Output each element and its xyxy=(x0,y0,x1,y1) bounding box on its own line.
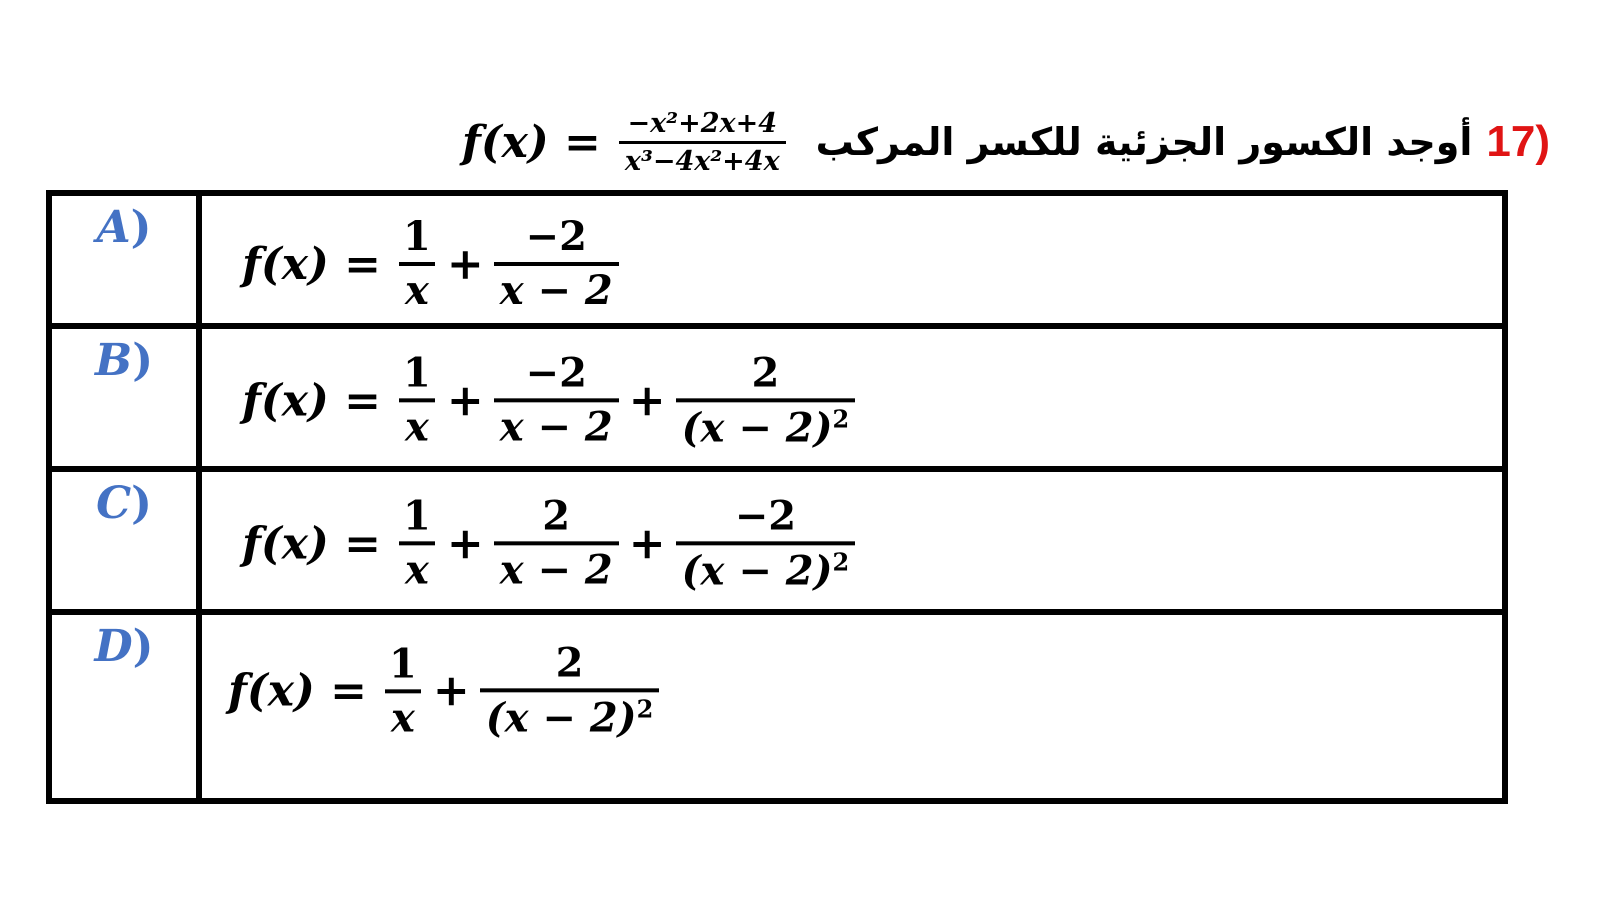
option-formula-a xyxy=(242,213,619,314)
fraction-denominator: x − 2 xyxy=(494,262,619,312)
fraction-denominator: x xyxy=(399,541,435,591)
fraction-term xyxy=(397,213,437,314)
option-letter-cell xyxy=(52,615,202,804)
fraction-term xyxy=(397,492,437,594)
option-formula-d xyxy=(228,639,659,742)
option-letter-c: C) xyxy=(96,478,152,529)
function-label: f(x) = xyxy=(228,665,367,717)
fraction-term xyxy=(494,492,619,594)
plus-sign: + xyxy=(446,238,484,290)
fraction-term xyxy=(676,348,856,452)
options-table xyxy=(46,190,1508,804)
plus-sign: + xyxy=(446,517,484,569)
option-row-c[interactable] xyxy=(52,466,1502,615)
option-letter-cell xyxy=(52,329,202,472)
question-fraction xyxy=(619,108,786,177)
question-denominator: x³−4x²+4x xyxy=(619,141,786,177)
fraction-numerator: 2 xyxy=(751,348,780,396)
fraction-numerator: −2 xyxy=(734,491,797,539)
option-letter-b: B) xyxy=(94,335,154,386)
option-formula-cell xyxy=(202,196,1502,323)
fraction-term xyxy=(494,213,619,314)
fraction-denominator: x − 2 xyxy=(494,541,619,591)
fraction-denominator: x − 2 xyxy=(494,398,619,448)
fraction-numerator: −2 xyxy=(525,213,587,260)
plus-sign: + xyxy=(628,374,666,426)
option-formula-b xyxy=(242,348,855,452)
question-number: 17) xyxy=(1486,117,1550,166)
option-letter-a: A) xyxy=(96,202,152,253)
fraction-denominator: $(x - 2)^2$ xyxy=(676,541,856,592)
fraction-numerator: 1 xyxy=(388,639,417,687)
fraction-numerator: 1 xyxy=(402,349,431,397)
fraction-term xyxy=(676,491,856,595)
function-label: f(x) = xyxy=(242,374,381,426)
fraction-denominator: x xyxy=(399,262,435,312)
fraction-numerator: 1 xyxy=(402,213,431,260)
option-row-d[interactable] xyxy=(52,609,1502,804)
fraction-term xyxy=(383,639,423,741)
option-row-a[interactable] xyxy=(52,196,1502,323)
function-label: f(x) = xyxy=(242,517,381,569)
question-function-label: f(x) = xyxy=(461,116,601,168)
function-label: f(x) = xyxy=(242,238,381,290)
fraction-numerator: −2 xyxy=(525,349,587,397)
option-letter-cell xyxy=(52,472,202,615)
fraction-denominator: $(x - 2)^2$ xyxy=(676,398,856,449)
fraction-numerator: 2 xyxy=(555,639,584,687)
plus-sign: + xyxy=(628,517,666,569)
option-formula-cell xyxy=(202,615,1502,804)
option-formula-cell xyxy=(202,329,1502,472)
option-formula-c xyxy=(242,491,855,595)
fraction-numerator: 2 xyxy=(542,492,571,540)
fraction-term xyxy=(480,639,660,742)
option-formula-cell xyxy=(202,472,1502,615)
fraction-numerator: 1 xyxy=(402,492,431,540)
fraction-denominator: x xyxy=(385,689,421,739)
option-letter-d: D) xyxy=(94,621,154,672)
question-numerator: −x²+2x+4 xyxy=(627,107,778,139)
fraction-term xyxy=(397,349,437,451)
plus-sign: + xyxy=(432,665,470,717)
fraction-term xyxy=(494,349,619,451)
question-text: أوجد الكسور الجزئية للكسر المركب xyxy=(815,120,1473,164)
fraction-denominator: $(x - 2)^2$ xyxy=(480,688,660,739)
fraction-denominator: x xyxy=(399,398,435,448)
option-letter-cell xyxy=(52,196,202,323)
option-row-b[interactable] xyxy=(52,323,1502,472)
question-header xyxy=(440,92,1550,192)
question-formula xyxy=(462,108,786,177)
plus-sign: + xyxy=(446,374,484,426)
